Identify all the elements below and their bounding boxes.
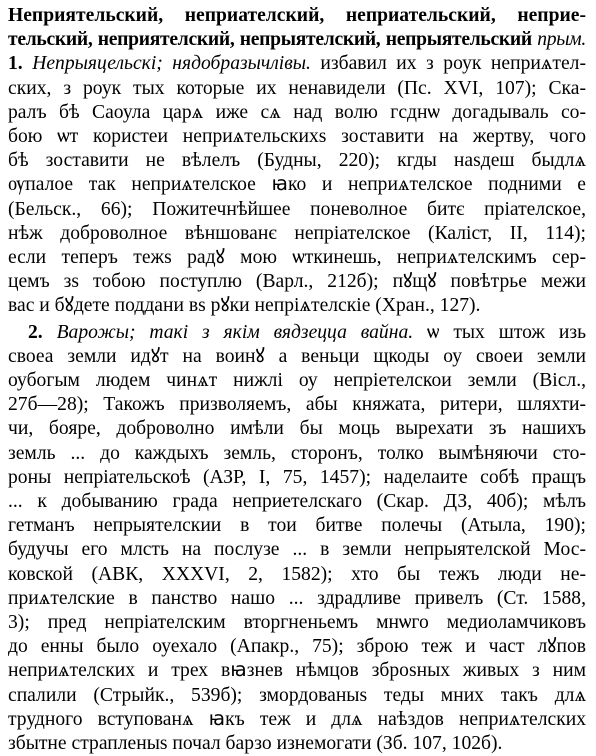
sense-text-line: трудного вступованѧ ꙗкъ теж и длѧ наѣздов неприѧтелских	[8, 708, 586, 730]
sense-text-line: (Бельск., 66); Пожитечнѣйшее поневолное битє пріателское,	[8, 198, 586, 220]
sense-text-line: оубогым людем чинѧт нижлі оу непріетелскои земли (Вісл.,	[8, 370, 586, 392]
sense-2	[8, 321, 586, 345]
sense-text-line: до енны было оуехало (Апакр., 75); зброю теж и част лꙋпов	[8, 636, 586, 658]
sense-1	[8, 52, 586, 318]
sense-number: 1.	[8, 53, 23, 75]
sense-text-line: неприѧтелских и трех вꙗзнев нѣмцов зброѕных живых з ним	[8, 660, 586, 682]
sense-text-line: збытне страпленыѕ почал барзо изнемогати (Зб. 107, 102б).	[8, 733, 503, 755]
sense-text-line: нѣж доброволное вѣншованє непріателское (Каліст, II, 114);	[8, 222, 586, 244]
sense-text-line: вас и бꙋдете поддани вѕ рꙋки непріѧтелскіе (Хран., 127).	[8, 295, 481, 317]
part-of-speech: прым.	[537, 29, 586, 51]
sense-text-line: своеа земли идꙋт на воинꙋ а веньци щкоды оу своеи земли	[8, 345, 586, 367]
sense-gloss: Варожы; такі з якім вядзецца вайна.	[56, 321, 414, 343]
sense-text: ѡ тых штож изь	[427, 321, 587, 343]
sense-text-line: будучы его млсть на послузе ... в земли непрыятелской Мос-	[8, 539, 586, 561]
sense-text-line: чи, бояре, доброволно имѣли бы моць вырехати зъ нашихъ	[8, 418, 586, 440]
sense-text-line: бою ѡт користеи неприѧтельскихѕ зоставити на жертву, чого	[8, 126, 586, 148]
entry-block	[8, 4, 586, 52]
sense-number: 2.	[28, 321, 43, 343]
sense-text-line: гетманъ непрыятелскии в тои битве полечы (Атыла, 190);	[8, 515, 586, 537]
entry-head-line-2	[8, 28, 586, 52]
sense-2-line-0	[8, 321, 586, 345]
sense-text-line: ских, з роук тых которые их ненавидели (Пс. XVI, 107); Ска-	[8, 77, 586, 99]
sense-1-line-0	[8, 52, 586, 76]
sense-text-line: ѹпалое так неприѧтелское ꙗко и неприѧтелское подними е	[8, 174, 586, 196]
sense-text: избавил их з роук неприѧтел-	[320, 53, 586, 75]
sense-text-line: 27б—28); Такожъ призволяемъ, абы княжата, ритери, шляхти-	[8, 394, 586, 416]
sense-text-line: спалили (Стрыйк., 539б); змордованыѕ теды мних такъ длѧ	[8, 684, 586, 706]
sense-text-line: роны непріательскоѣ (АЗР, I, 75, 1457); наделаите собѣ пращъ	[8, 466, 586, 488]
sense-gloss: Непрыяцельскі; нядобразычлівы.	[32, 53, 311, 75]
sense-text-line: ралъ бѣ Саоула царѧ иже сѧ над волю гсднѡ догадываль со-	[8, 101, 586, 123]
sense-text-line: 3); пред непріателским вторгненьемъ мнѡго медиоламчиковъ	[8, 612, 586, 634]
dictionary-page	[8, 4, 586, 756]
sense-text-line: бѣ зоставити не вѣлелъ (Будны, 220); кгды наѕдеш быдлѧ	[8, 150, 586, 172]
headword-cont: тельский, неприятелский, непрыятелский, непрыятельский	[8, 29, 532, 51]
sense-text-line: цемъ зѕ тобою поступлю (Варл., 212б); пꙋщꙋ повѣтрье межи	[8, 271, 586, 293]
sense-text-line: если теперъ тежѕ радꙋ мою ѡткинешь, неприѧтелскимъ сер-	[8, 247, 586, 269]
sense-2-body	[8, 345, 586, 756]
sense-text-line: ... к добыванию града неприетелскаго (Скар. ДЗ, 40б); мѣлъ	[8, 491, 586, 513]
headword: Неприятельский, неприателский, неприательский, неприе-	[8, 5, 586, 26]
sense-text-line: ковской (АВК, XXXVI, 2, 1582); хто бы тежъ люди не-	[8, 563, 586, 585]
sense-text-line: земль ... до каждыхъ земль, сторонъ, толко вымѣняючи сто-	[8, 442, 586, 464]
sense-text-line: приѧтелские в панство нашо ... здрадливе привелъ (Ст. 1588,	[8, 587, 586, 609]
entry-head-line-1	[8, 4, 586, 28]
